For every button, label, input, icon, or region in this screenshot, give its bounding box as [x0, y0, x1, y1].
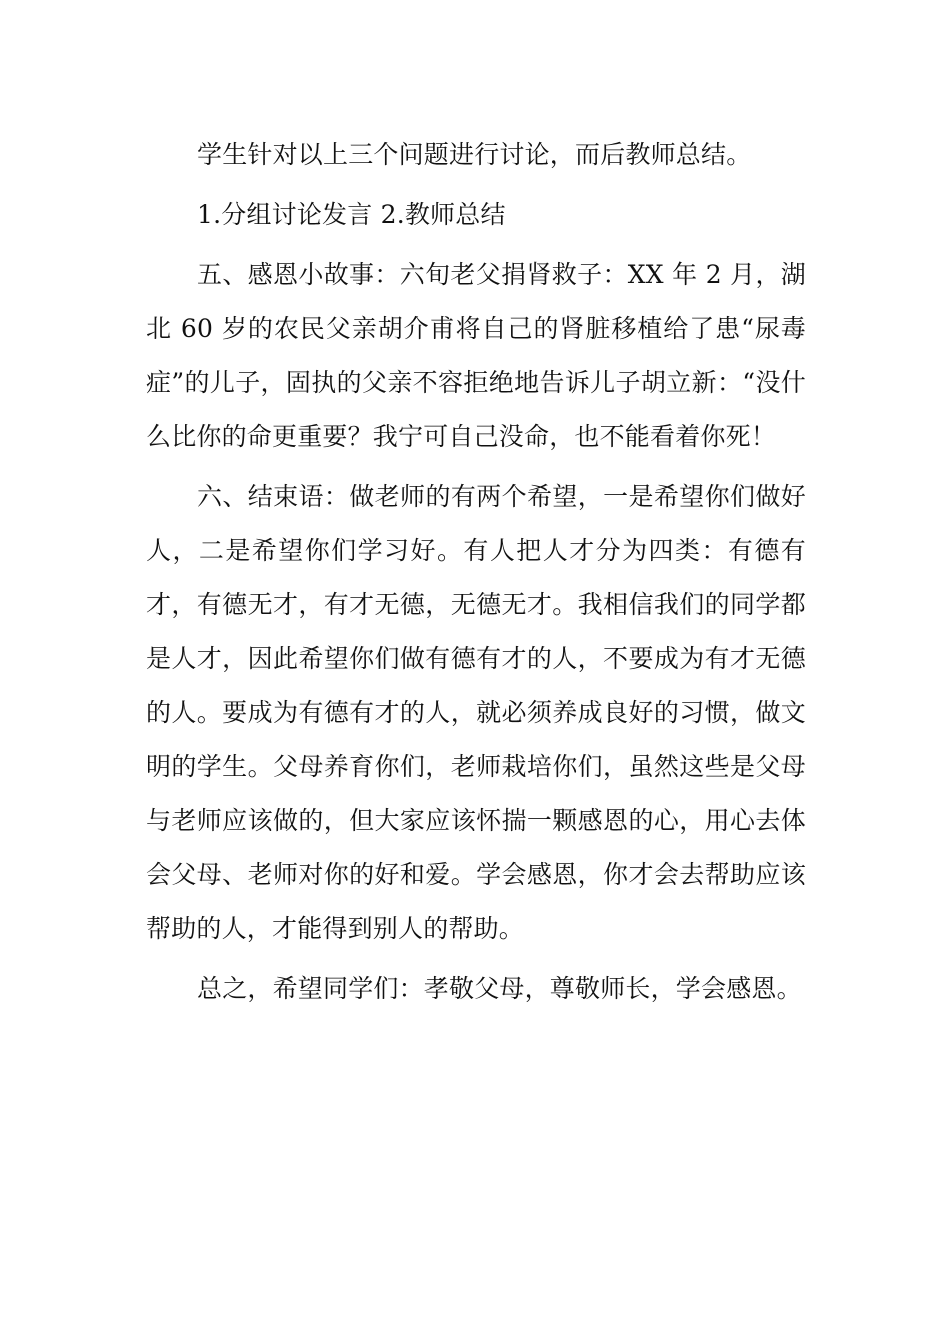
paragraph-story: 五、感恩小故事：六旬老父捐肾救子：XX 年 2 月，湖北 60 岁的农民父亲胡介甫将自己的肾脏移植给了患“尿毒症”的儿子，固执的父亲不容拒绝地告诉儿子胡立新：“没什么比你的命更重要？我宁可自己没命，也不能看着你死！: [146, 260, 806, 451]
paragraph-closing-remarks: 六、结束语：做老师的有两个希望，一是希望你们做好人，二是希望你们学习好。有人把人才分为四类：有德有才，有德无才，有才无德，无德无才。我相信我们的同学都是人才，因此希望你们做有德有才的人，不要成为有才无德的人。要成为有德有才的人，就必须养成良好的习惯，做文明的学生。父母养育你们，老师栽培你们，虽然这些是父母与老师应该做的，但大家应该怀揣一颗感恩的心，用心去体会父母、老师对你的好和爱。学会感恩，你才会去帮助应该帮助的人，才能得到别人的帮助。: [146, 482, 806, 943]
paragraph-steps: 1.分组讨论发言 2.教师总结: [197, 200, 506, 229]
paragraph-discussion: 学生针对以上三个问题进行讨论，而后教师总结。: [197, 140, 752, 169]
document-page: [146, 128, 806, 1016]
paragraph-summary: 总之，希望同学们：孝敬父母，尊敬师长，学会感恩。: [197, 974, 802, 1003]
